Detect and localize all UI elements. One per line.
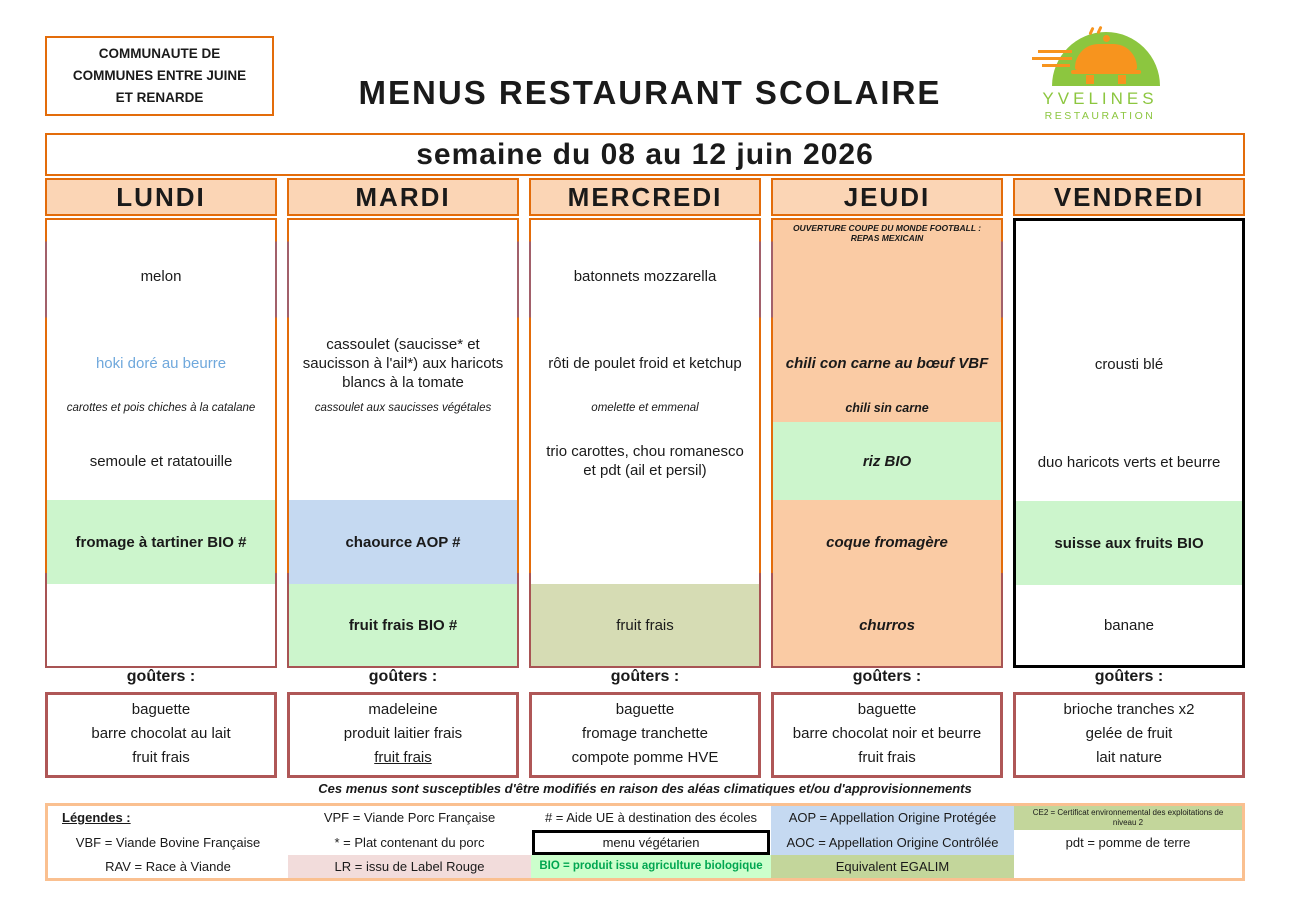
day-header-jeudi: JEUDI [771, 178, 1003, 216]
menu-item-starter: batonnets mozzarella [573, 267, 717, 285]
menu-column-jeudi [771, 218, 1003, 668]
day-header-mardi: MARDI [287, 178, 519, 216]
menu-item-alternative: chili sin carne [845, 400, 929, 415]
menu-item-side: duo haricots verts et beurre [1037, 453, 1221, 471]
legend-panel [45, 803, 1245, 881]
yvelines-restauration-logo [1030, 26, 1170, 122]
menu-item-alternative [1016, 395, 1242, 423]
day-header-vendredi: VENDREDI [1013, 178, 1245, 216]
menu-item-starter: melon [140, 267, 182, 285]
empty-slot [773, 246, 1001, 332]
menu-item-dessert: fruit frais BIO # [289, 584, 517, 666]
menu-column-mercredi [529, 218, 761, 668]
gouter-box-lundi [45, 692, 277, 778]
gouter-box-vendredi [1013, 692, 1245, 778]
gouter-item: gelée de fruit [1085, 725, 1173, 742]
gouter-box-jeudi [771, 692, 1003, 778]
legend-pdt: pdt = pomme de terre [1065, 834, 1191, 850]
gouter-item: lait nature [1096, 749, 1162, 766]
logo-cloche-base [1071, 70, 1141, 74]
menu-item-side: semoule et ratatouille [89, 452, 233, 470]
legend-egalim: Equivalent EGALIM [771, 855, 1014, 879]
menu-item-side: trio carottes, chou romanesco et pdt (ail et persil) [546, 443, 744, 479]
menu-item-main: crousti blé [1094, 355, 1164, 373]
gouter-item: produit laitier frais [343, 725, 463, 742]
gouters-label: goûters : [1094, 668, 1164, 685]
menu-item-main: chili con carne au bœuf VBF [785, 354, 989, 372]
menu-item-cheese: chaource AOP # [289, 500, 517, 584]
disclaimer-note: Ces menus sont susceptibles d'être modifiés en raison des aléas climatiques et/ou d'approvisionnements [318, 781, 972, 796]
logo-brand-subtitle: RESTAURATION [1044, 110, 1156, 122]
menu-item-cheese [531, 500, 759, 584]
logo-speed-line-icon [1038, 50, 1072, 53]
week-banner: semaine du 08 au 12 juin 2026 [45, 133, 1245, 176]
gouters-label: goûters : [852, 668, 922, 685]
legend-aoc: AOC = Appellation Origine Contrôlée [771, 830, 1014, 855]
legend-title: Légendes : [62, 810, 131, 826]
special-event-note: OUVERTURE COUPE DU MONDE FOOTBALL : REPAS MEXICAIN [792, 223, 982, 243]
gouter-item: fruit frais [374, 749, 432, 766]
day-header-lundi: LUNDI [45, 178, 277, 216]
menu-item-main: rôti de poulet froid et ketchup [548, 354, 742, 372]
gouter-item: compote pomme HVE [571, 749, 719, 766]
organization-box [45, 36, 274, 116]
logo-cloche-foot [1086, 75, 1094, 84]
menu-item-cheese: suisse aux fruits BIO [1016, 501, 1242, 585]
logo-speed-line-icon [1032, 57, 1072, 60]
legend-rav: RAV = Race à Viande [105, 858, 231, 874]
legend-bio: BIO = produit issu agriculture biologique [531, 855, 771, 879]
menu-item-alternative: omelette et emmenal [591, 401, 699, 414]
organization-line: COMMUNES ENTRE JUINE [72, 68, 247, 83]
gouters-label: goûters : [126, 668, 196, 685]
menu-item-dessert: churros [859, 616, 915, 634]
menu-item-cheese: coque fromagère [826, 533, 948, 551]
gouter-box-mardi [287, 692, 519, 778]
menu-item-cheese: fromage à tartiner BIO # [47, 500, 275, 584]
legend-vbf: VBF = Viande Bovine Française [75, 834, 261, 850]
legend-ce2: CE2 = Certificat environnemental des exploitations de niveau 2 [1014, 806, 1242, 830]
menu-item-alternative: carottes et pois chiches à la catalane [66, 401, 256, 414]
logo-cloche-foot [1118, 75, 1126, 84]
gouters-label: goûters : [610, 668, 680, 685]
organization-line: ET RENARDE [115, 90, 204, 105]
legend-vegetarien-box: menu végétarien [532, 830, 770, 855]
gouter-item: brioche tranches x2 [1063, 701, 1195, 718]
gouter-item: barre chocolat noir et beurre [792, 725, 982, 742]
page-title: MENUS RESTAURANT SCOLAIRE [358, 74, 942, 111]
legend-label-rouge: LR = issu de Label Rouge [288, 855, 531, 879]
logo-cloche-icon [1075, 44, 1137, 70]
gouter-item: baguette [615, 701, 675, 718]
menu-item-main: hoki doré au beurre [95, 354, 227, 372]
menu-item-dessert: banane [1103, 616, 1155, 634]
gouter-item: fruit frais [132, 749, 190, 766]
menu-item-side [289, 422, 517, 500]
menu-column-lundi [45, 218, 277, 668]
legend-porc: * = Plat contenant du porc [334, 834, 485, 850]
logo-speed-line-icon [1042, 64, 1070, 67]
legend-vegetarien-cell [531, 830, 771, 855]
gouter-item: fromage tranchette [582, 725, 708, 742]
gouter-item: fruit frais [858, 749, 916, 766]
menu-item-dessert [47, 584, 275, 666]
gouter-item: baguette [131, 701, 191, 718]
logo-brand-name: YVELINES [1042, 89, 1158, 108]
menu-item-dessert: fruit frais [531, 584, 759, 666]
gouters-label: goûters : [368, 668, 438, 685]
menu-item-alternative: cassoulet aux saucisses végétales [314, 401, 492, 414]
menu-item-side: riz BIO [773, 422, 1001, 500]
menu-item-starter [289, 220, 517, 332]
legend-vpf: VPF = Viande Porc Française [323, 810, 496, 826]
menu-item-starter [1016, 221, 1242, 333]
legend-aop: AOP = Appellation Origine Protégée [771, 806, 1014, 830]
organization-line: COMMUNAUTE DE [98, 46, 221, 61]
legend-aide-ue: # = Aide UE à destination des écoles [544, 810, 758, 826]
menu-column-mardi [287, 218, 519, 668]
day-header-mercredi: MERCREDI [529, 178, 761, 216]
menu-column-vendredi [1013, 218, 1245, 668]
menu-item-main: cassoulet (saucisse* et saucisson à l'ail*) aux haricots blancs à la tomate [302, 335, 504, 391]
gouter-item: barre chocolat au lait [91, 725, 231, 742]
logo-cloche-knob [1103, 35, 1110, 42]
gouter-box-mercredi [529, 692, 761, 778]
gouter-item: madeleine [368, 701, 438, 718]
gouter-item: baguette [857, 701, 917, 718]
legend-empty-cell [1014, 855, 1242, 879]
logo-artwork [1030, 26, 1170, 86]
